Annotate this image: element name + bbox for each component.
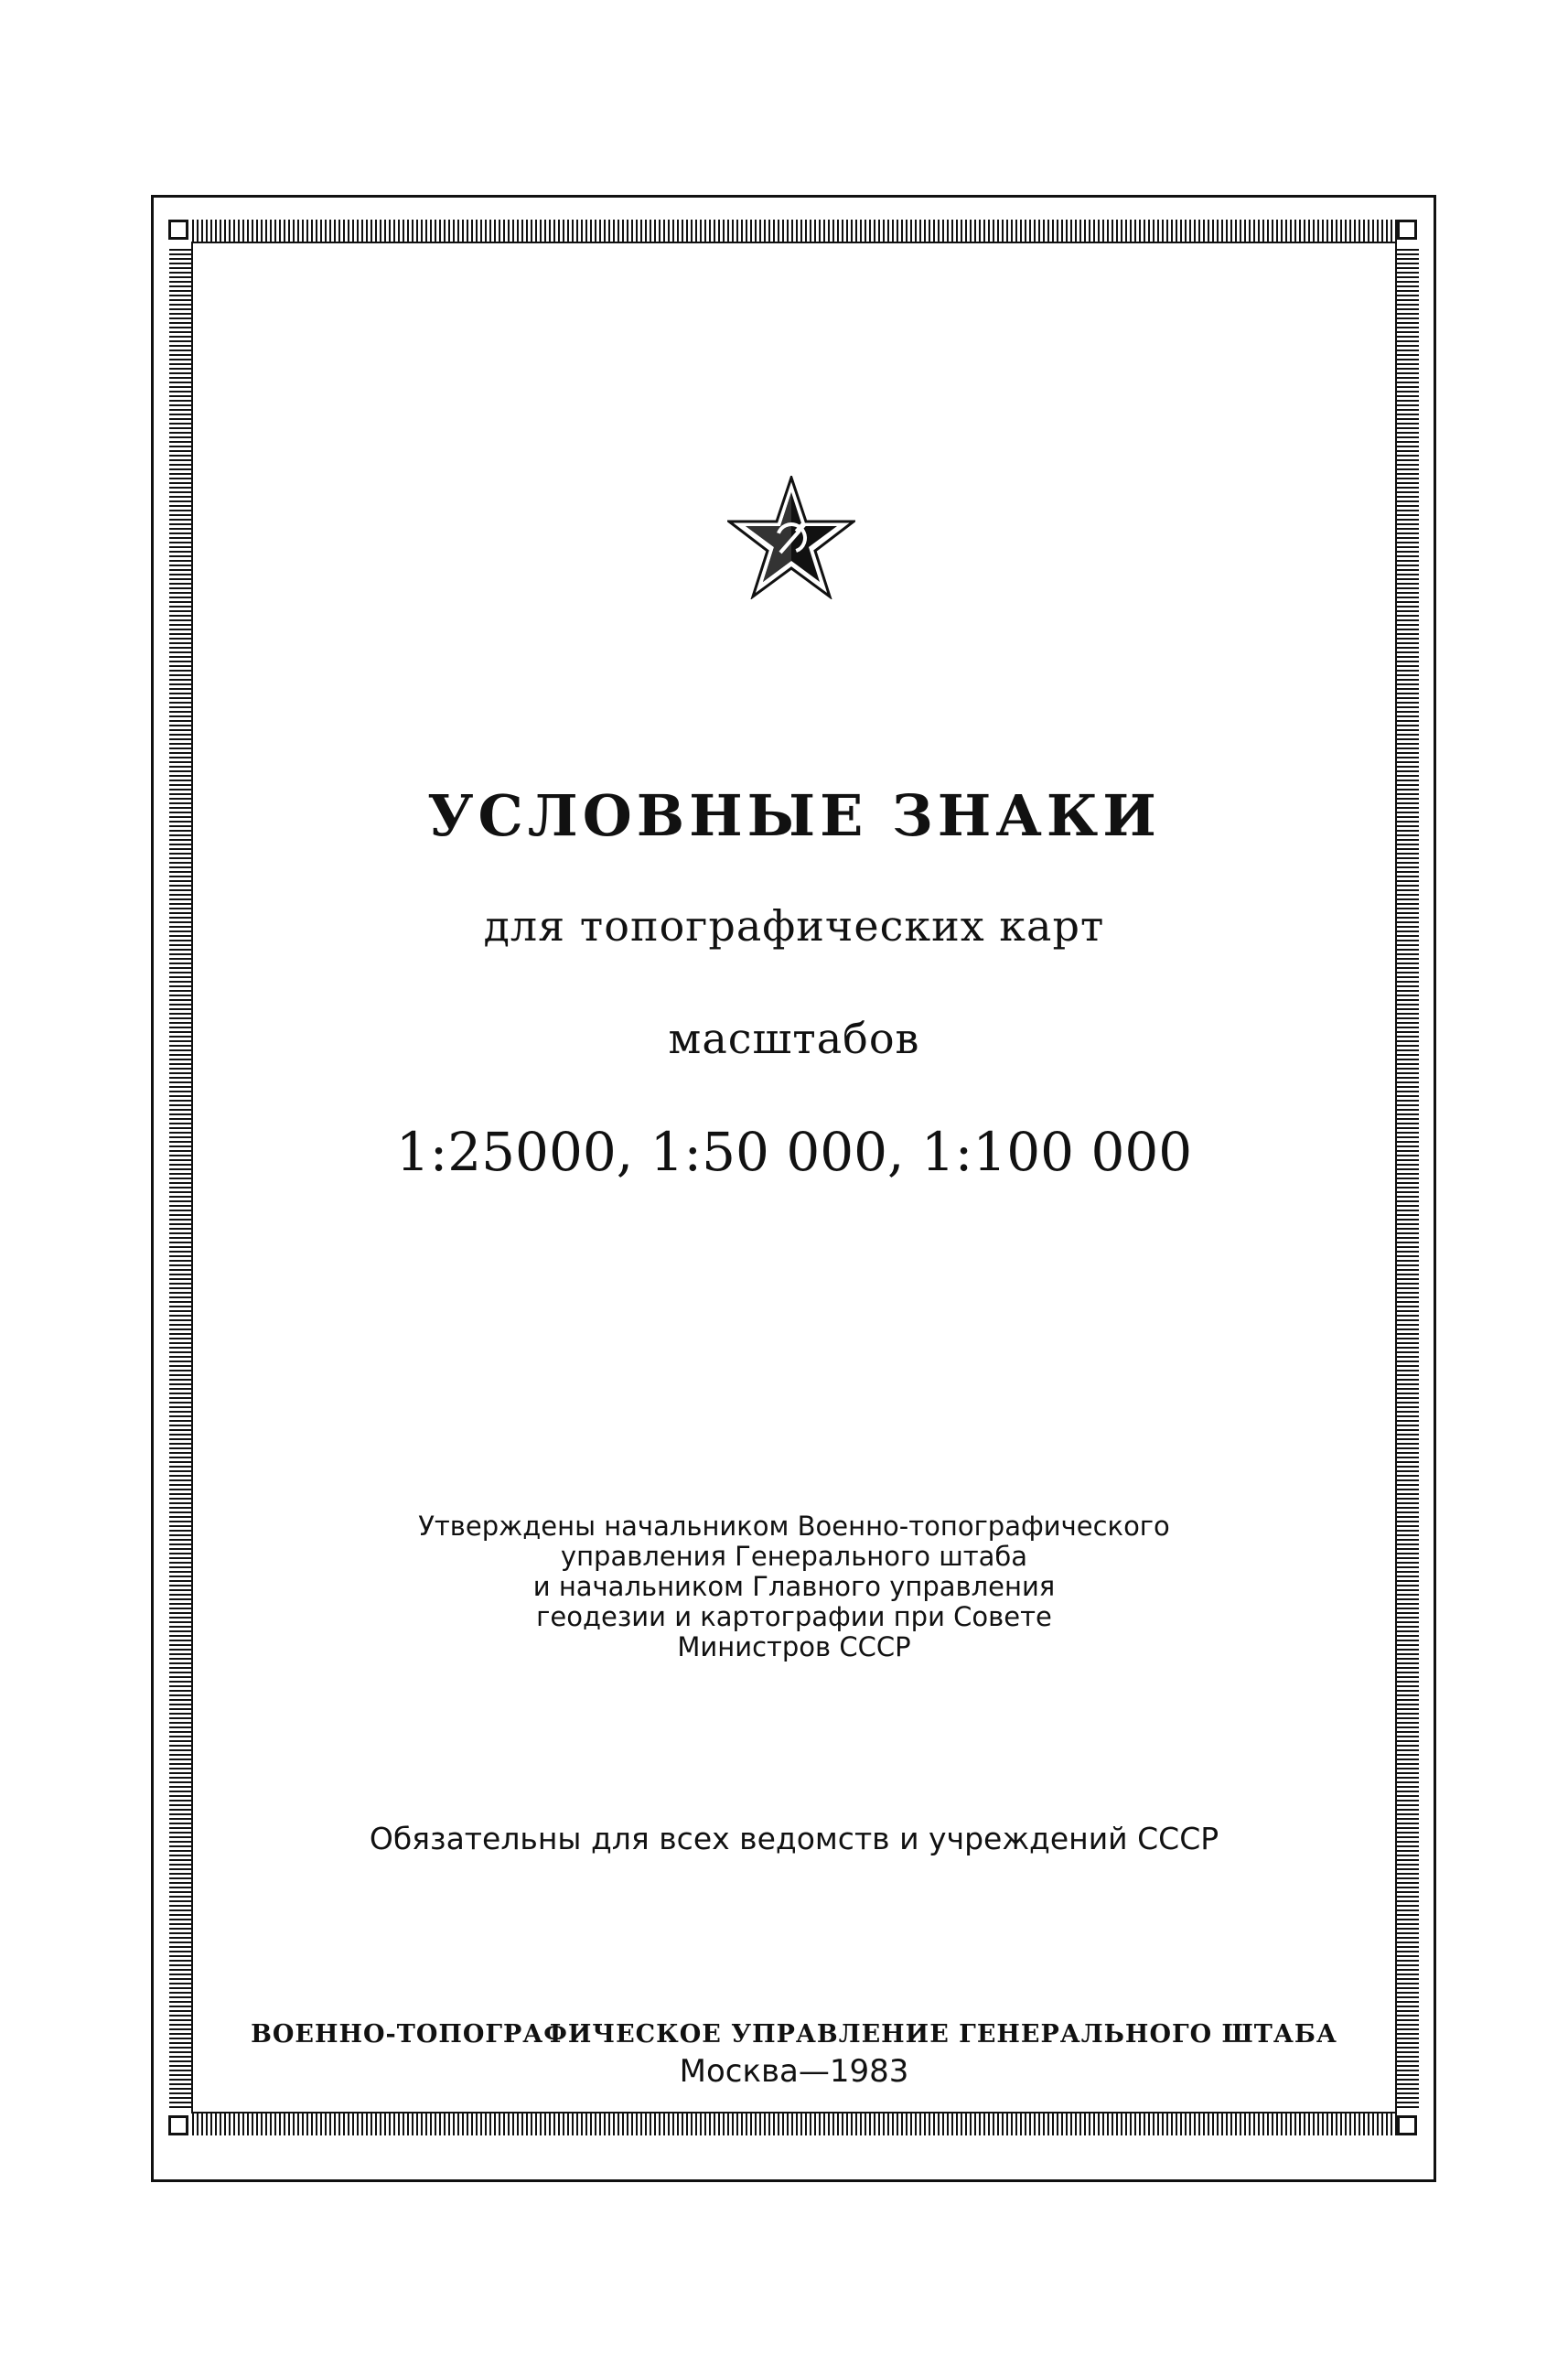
mandatory-note: Обязательны для всех ведомств и учреждений СССР (369, 1821, 1219, 1856)
subtitle-scales-label: масштабов (668, 1014, 920, 1063)
border-strip-bottom (192, 2113, 1397, 2135)
approval-line: геодезии и картографии при Совете (536, 1601, 1052, 1632)
corner-square-bottom-left (168, 2115, 188, 2135)
approval-line: и начальником Главного управления (532, 1571, 1056, 1602)
border-strip-right (1397, 247, 1419, 2108)
border-strip-top (192, 220, 1397, 242)
approval-note (191, 1511, 1397, 1662)
subtitle: для топографических карт (483, 901, 1105, 951)
corner-square-top-left (168, 220, 188, 240)
approval-line: Утверждены начальником Военно-топографического (418, 1511, 1170, 1542)
corner-square-top-right (1397, 220, 1417, 240)
border-strip-left (169, 247, 191, 2108)
map-scales: 1:25000, 1:50 000, 1:100 000 (395, 1121, 1193, 1183)
city-year: Москва—1983 (679, 2053, 909, 2090)
page-title: УСЛОВНЫЕ ЗНАКИ (427, 782, 1161, 849)
publisher: ВОЕННО-ТОПОГРАФИЧЕСКОЕ УПРАВЛЕНИЕ ГЕНЕРАЛЬНОГО ШТАБА (251, 2020, 1337, 2049)
approval-line: Министров СССР (677, 1631, 911, 1662)
red-star-hammer-sickle-icon (727, 476, 855, 599)
approval-line: управления Генерального штаба (560, 1541, 1028, 1572)
corner-square-bottom-right (1397, 2115, 1417, 2135)
